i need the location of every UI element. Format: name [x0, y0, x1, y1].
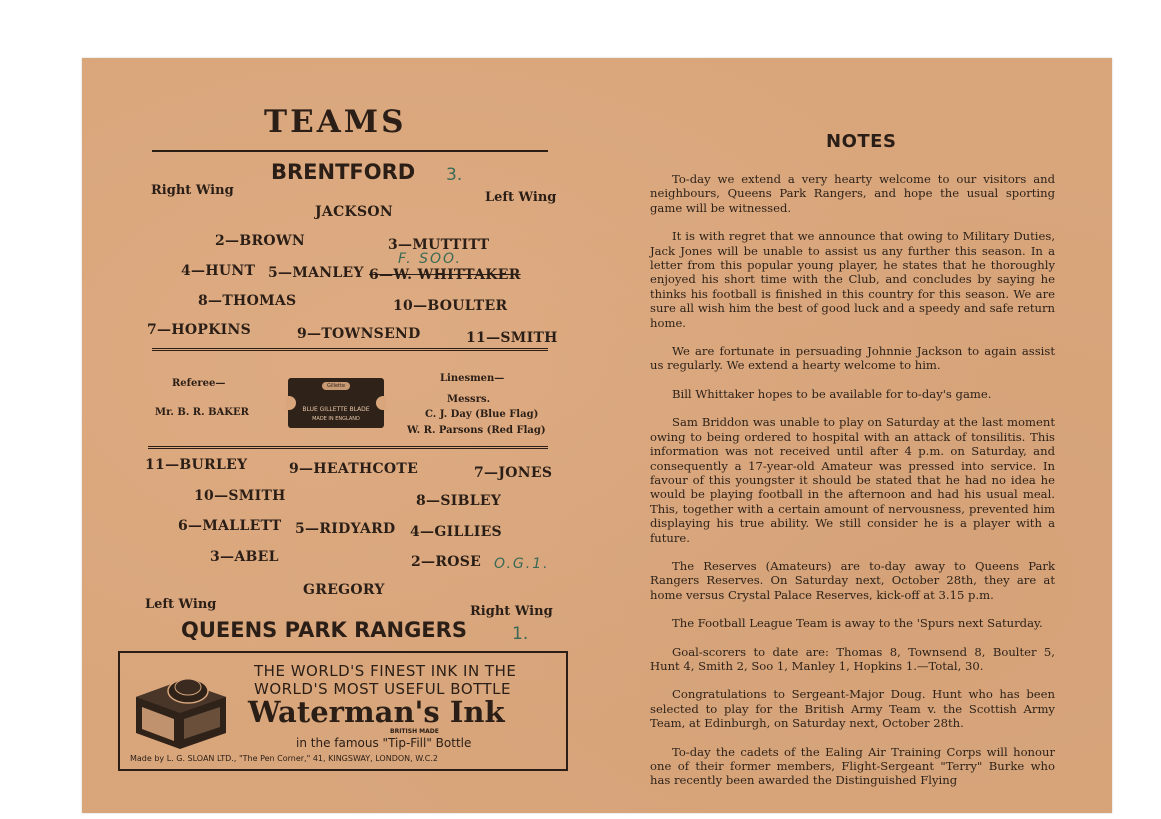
home-club-name: BRENTFORD	[271, 160, 416, 184]
ad-line: THE WORLD'S FINEST INK IN THE	[254, 662, 517, 680]
home-player: 4—HUNT	[181, 263, 256, 279]
notes-title: NOTES	[826, 131, 897, 152]
linesman-2: W. R. Parsons (Red Flag)	[407, 425, 546, 436]
divider	[152, 348, 548, 351]
home-player: 5—MANLEY	[268, 265, 364, 281]
linesman-1: C. J. Day (Blue Flag)	[425, 409, 539, 420]
home-player: 2—BROWN	[215, 233, 306, 249]
referee-label: Referee—	[172, 378, 226, 389]
notes-paragraph: We are fortunate in persuading Johnnie Jackson to again assist us regularly. We extend a hearty welcome to him.	[650, 344, 1055, 373]
home-player: 8—THOMAS	[198, 293, 297, 309]
home-player-struck-out: 6—W. WHITTAKER	[369, 267, 521, 283]
waterman-ink-advert	[118, 651, 568, 771]
away-player: 7—JONES	[474, 465, 553, 481]
away-player: 8—SIBLEY	[416, 493, 502, 509]
notes-paragraph: Bill Whittaker hopes to be available for to-day's game.	[672, 386, 992, 401]
divider	[152, 150, 548, 152]
referee-name: Mr. B. R. BAKER	[155, 407, 249, 418]
away-player: 2—ROSE	[411, 554, 482, 570]
ad-line: in the famous "Tip-Fill" Bottle	[296, 736, 472, 750]
away-goalkeeper: GREGORY	[303, 582, 385, 598]
notes-paragraph: To-day the cadets of the Ealing Air Training Corps will honour one of their former members, Flight-Sergeant "Terry" Burke who has recently been awarded the Distinguished Flying	[650, 744, 1055, 788]
handwritten-own-goal-note: O.G.1.	[494, 556, 550, 572]
notes-paragraph: The Reserves (Amateurs) are to-day away to Queens Park Rangers Reserves. On Saturday next, October 28th, they are at home versus Crystal Palace Reserves, kick-off at 3.15 p.m.	[650, 558, 1055, 602]
ad-line: WORLD'S MOST USEFUL BOTTLE	[254, 680, 512, 698]
notes-paragraph: The Football League Team is away to the 'Spurs next Saturday.	[672, 616, 1043, 631]
blade-text: MADE IN ENGLAND	[312, 416, 360, 422]
home-left-wing-label: Left Wing	[485, 190, 557, 205]
notes-paragraph: Congratulations to Sergeant-Major Doug. Hunt who has been selected to play for the British Army Team v. the Scottish Army Team, at Edinburgh, on Saturday next, October 28th.	[650, 687, 1055, 731]
away-left-wing-label: Left Wing	[145, 597, 217, 612]
ink-bottle-icon	[128, 667, 232, 751]
home-goalkeeper: JACKSON	[315, 204, 393, 220]
home-right-wing-label: Right Wing	[151, 183, 234, 198]
away-player: 10—SMITH	[194, 488, 286, 504]
away-player: 5—RIDYARD	[295, 521, 396, 537]
notes-paragraph: Sam Briddon was unable to play on Saturday at the last moment owing to being ordered to hospital with an attack of tonsilitis. This information was not received until after 4 p.m. on Saturday, and consequently a 17-year-old Amateur was pressed into service. In favour of this youngster it should be stated that he had no idea he would be playing football in the afternoon and had his usual meal. This, together with a certain amount of nervousness, prevented him displaying his true ability. We still consider he is a player with a future.	[650, 415, 1055, 545]
messrs-label: Messrs.	[447, 394, 491, 405]
away-player: 9—HEATHCOTE	[289, 461, 419, 477]
handwritten-substitute-note: F. SOO.	[398, 251, 462, 267]
ad-brand: Waterman's Ink	[248, 695, 505, 729]
away-right-wing-label: Right Wing	[470, 604, 553, 619]
away-player: 3—ABEL	[210, 549, 279, 565]
divider	[148, 446, 548, 449]
razor-blade-logo	[288, 378, 384, 428]
blade-brand: Gillette	[322, 382, 350, 390]
away-score-note: 1.	[512, 624, 529, 644]
ad-maker: Made by L. G. SLOAN LTD., "The Pen Corner," 41, KINGSWAY, LONDON, W.C.2	[130, 754, 438, 763]
notes-paragraph: Goal-scorers to date are: Thomas 8, Townsend 8, Boulter 5, Hunt 4, Smith 2, Soo 1, Manley 1, Hopkins 1.—Total, 30.	[650, 644, 1055, 673]
notes-paragraph: To-day we extend a very hearty welcome to our visitors and neighbours, Queens Park Rangers, and hope the usual sporting game will be witnessed.	[650, 172, 1055, 215]
home-score-note: 3.	[446, 165, 463, 185]
linesmen-label: Linesmen—	[440, 373, 505, 384]
away-player: 4—GILLIES	[410, 524, 502, 540]
away-player: 11—BURLEY	[145, 457, 248, 473]
home-player: 3—MUTTITT	[388, 237, 490, 253]
notes-paragraph: It is with regret that we announce that owing to Military Duties, Jack Jones will be unable to assist us any further this season. In a letter from this popular young player, he states that he thoroughly enjoyed his short time with the Club, and concludes by saying he thinks his football is finished in this country for this season. We are sure all wish him the best of good luck and a speedy and safe return home.	[650, 229, 1055, 330]
home-player: 10—BOULTER	[393, 298, 508, 314]
away-club-name: QUEENS PARK RANGERS	[181, 618, 467, 642]
home-player: 11—SMITH	[466, 330, 558, 346]
blade-text: BLUE GILLETTE BLADE	[302, 406, 370, 413]
away-player: 6—MALLETT	[178, 518, 282, 534]
home-player: 9—TOWNSEND	[297, 326, 421, 342]
teams-title: TEAMS	[264, 104, 407, 140]
home-player: 7—HOPKINS	[147, 322, 252, 338]
notes-body	[650, 172, 1055, 788]
ad-british-made: BRITISH MADE	[390, 728, 439, 735]
